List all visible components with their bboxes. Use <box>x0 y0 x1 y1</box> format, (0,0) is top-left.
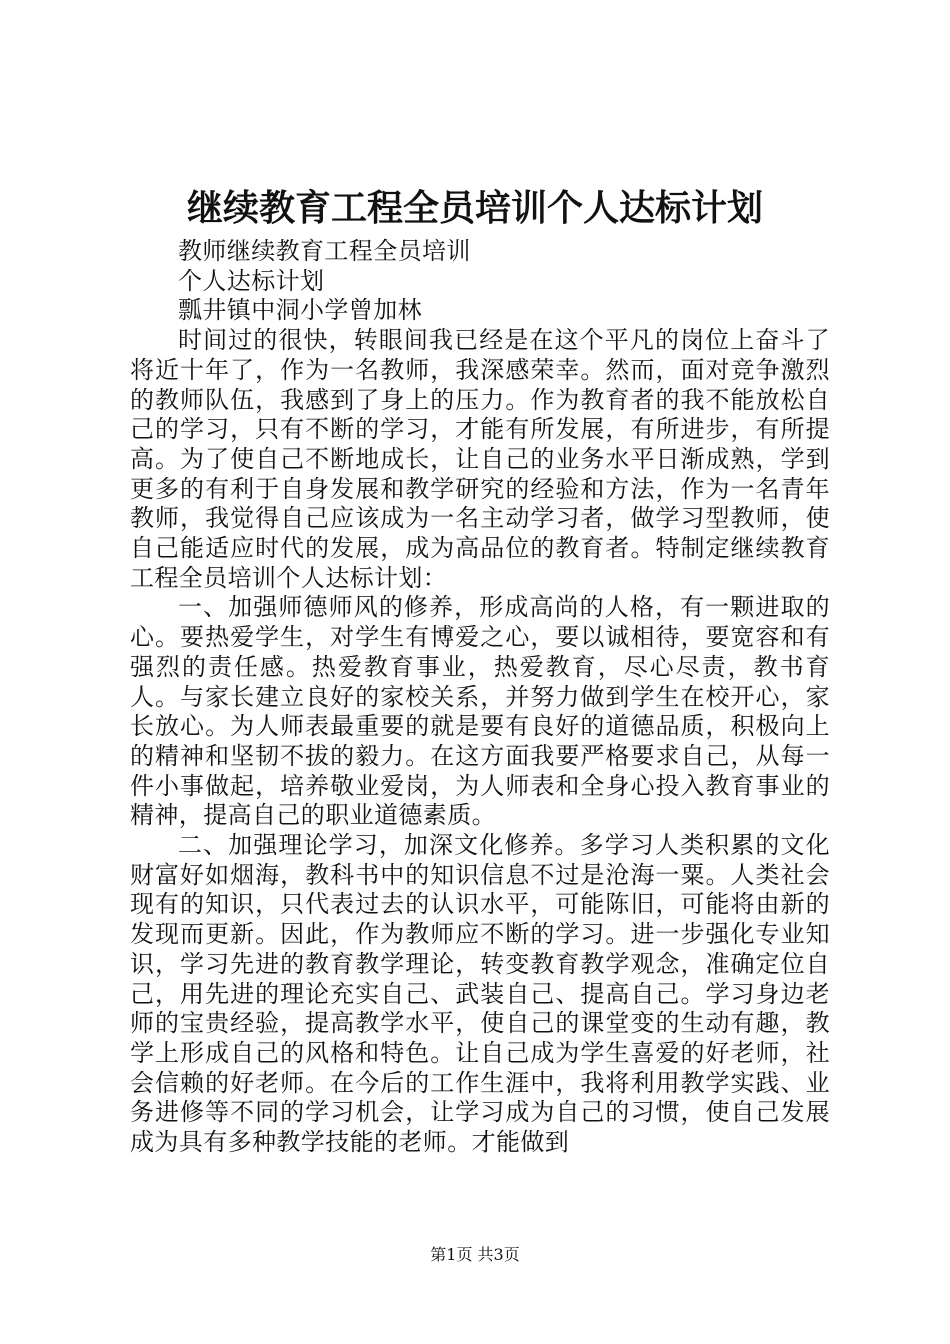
section-two-paragraph: 二、加强理论学习，加深文化修养。多学习人类积累的文化财富好如烟海，教科书中的知识信息不过是沧海一粟。人类社会现有的知识，只代表过去的认识水平，可能陈旧，可能将由新的发现而更新。因此，作为教师应不断的学习。进一步强化专业知识，学习先进的教育教学理论，转变教育教学观念，准确定位自己，用先进的理论充实自己、武装自己、提高自己。学习身边老师的宝贵经验，提高教学水平，使自己的课堂变的生动有趣，教学上形成自己的风格和特色。让自己成为学生喜爱的好老师，社会信赖的好老师。在今后的工作生涯中，我将利用教学实践、业务进修等不同的学习机会，让学习成为自己的习惯，使自己发展成为具有多种教学技能的老师。才能做到 <box>130 831 830 1157</box>
author-line: 瓢井镇中洞小学曾加林 <box>178 296 422 325</box>
subtitle-line: 教师继续教育工程全员培训 <box>178 237 471 265</box>
document-title: 继续教育工程全员培训个人达标计划 <box>186 188 763 229</box>
page-footer: 第1页 共3页 <box>430 1245 520 1264</box>
intro-paragraph: 时间过的很快，转眼间我已经是在这个平凡的岗位上奋斗了将近十年了，作为一名教师，我深感荣幸。然而，面对竞争激烈的教师队伍，我感到了身上的压力。作为教育者的我不能放松自己的学习，只有不断的学习，才能有所发展，有所进步，有所提高。为了使自己不断地成长，让自己的业务水平日渐成熟，学到更多的有利于自身发展和教学研究的经验和方法，作为一名青年教师，我觉得自己应该成为一名主动学习者，做学习型教师，使自己能适应时代的发展，成为高品位的教育者。特制定继续教育工程全员培训个人达标计划： <box>130 326 830 592</box>
section-one-paragraph: 一、加强师德师风的修养，形成高尚的人格，有一颗进取的心。要热爱学生，对学生有博爱之心，要以诚相待，要宽容和有强烈的责任感。热爱教育事业，热爱教育，尽心尽责，教书育人。与家长建立良好的家校关系，并努力做到学生在校开心，家长放心。为人师表最重要的就是要有良好的道德品质，积极向上的精神和坚韧不拔的毅力。在这方面我要严格要求自己，从每一件小事做起，培养敬业爱岗，为人师表和全身心投入教育事业的精神，提高自己的职业道德素质。 <box>130 593 830 830</box>
subtitle-line: 个人达标计划 <box>178 266 325 295</box>
document-body <box>130 237 830 1158</box>
